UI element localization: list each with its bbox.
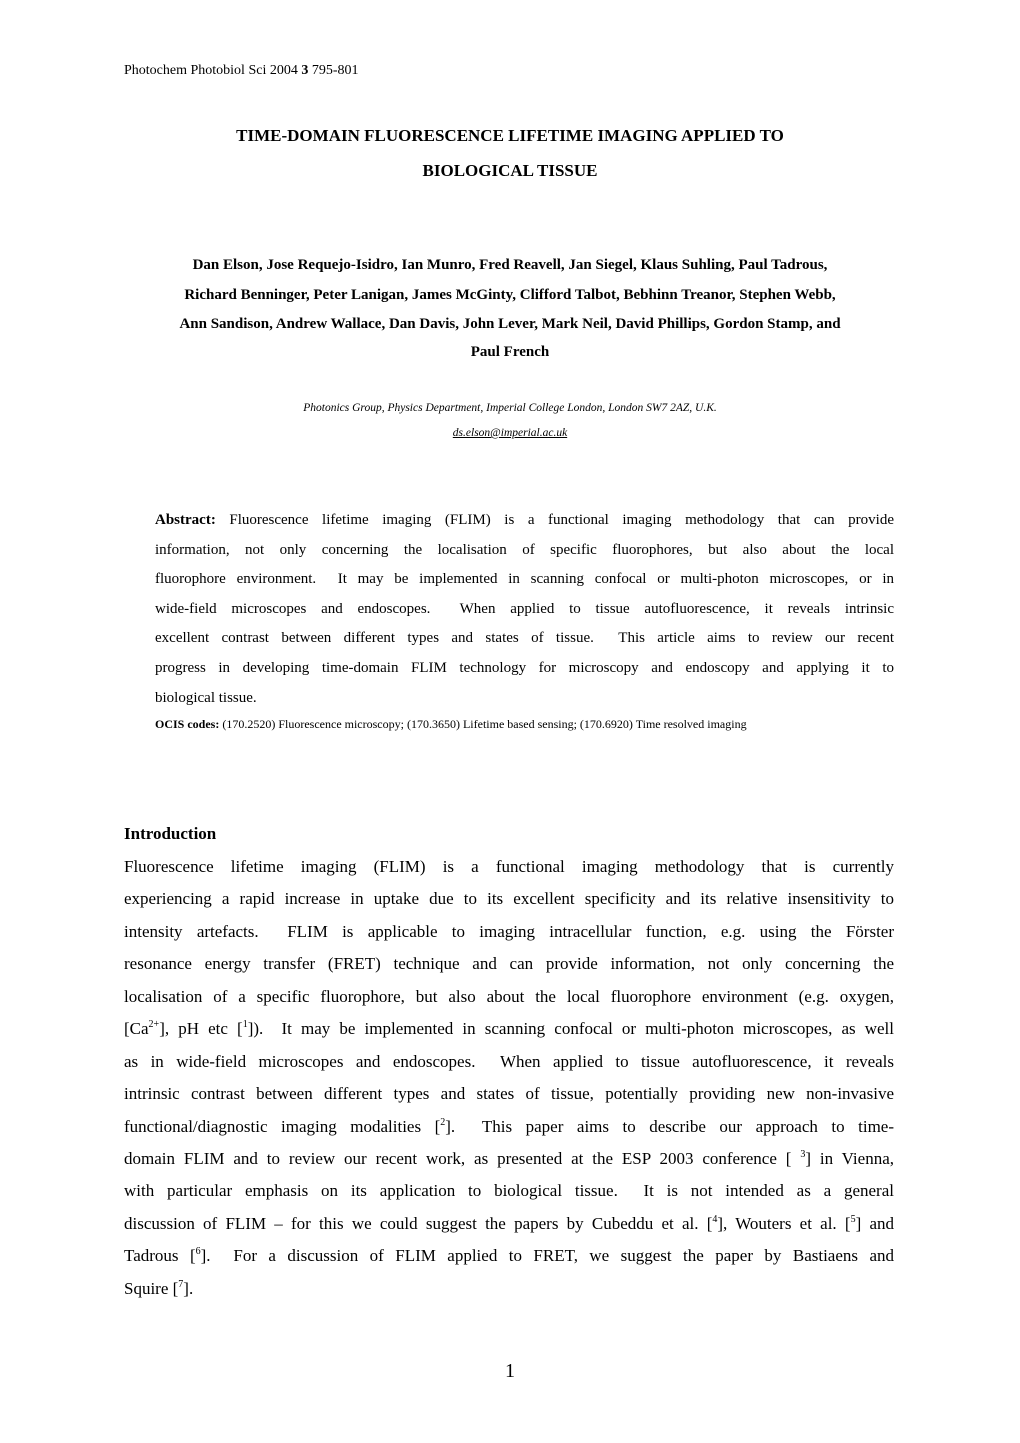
reference-superscript: 4 (712, 1213, 718, 1225)
body-line (124, 1179, 894, 1211)
body-text: ] in Vienna, (805, 1148, 894, 1168)
ocis-label: OCIS codes: (155, 717, 220, 731)
page-number: 1 (505, 1360, 515, 1382)
body-text: localisation of a specific fluorophore, but also about the local fluorophore environment (e.g. oxygen, (124, 986, 894, 1006)
body-text: [Ca (124, 1019, 149, 1039)
abstract-line (155, 539, 894, 569)
body-line (124, 855, 894, 887)
title-line-2: BIOLOGICAL TISSUE (422, 161, 598, 180)
abstract-line (155, 568, 894, 598)
abstract-line (155, 598, 894, 628)
author-line: Paul French (470, 344, 550, 360)
body-line (124, 1115, 894, 1147)
body-text: experiencing a rapid increase in uptake due to its excellent specificity and its relative insensitivity to (124, 889, 894, 909)
affiliation: Photonics Group, Physics Department, Imperial College London, London SW7 2AZ, U.K. (303, 402, 717, 414)
body-text: domain FLIM and to review our recent work, as presented at the ESP 2003 conference [ (124, 1148, 801, 1168)
abstract-text: fluorophore environment. It may be implemented in scanning confocal or multi-photon microscopes, or in (155, 571, 894, 588)
body-text: discussion of FLIM – for this we could suggest the papers by Cubeddu et al. [ (124, 1213, 713, 1233)
body-line (124, 952, 894, 984)
body-line (124, 1277, 894, 1309)
author-line: Dan Elson, Jose Requejo-Isidro, Ian Munro, Fred Reavell, Jan Siegel, Klaus Suhling, Paul Tadrous, (192, 257, 828, 273)
reference-superscript: 7 (178, 1278, 184, 1290)
abstract-line (155, 657, 894, 687)
abstract-text: excellent contrast between different types and states of tissue. This article aims to review our recent (155, 630, 894, 647)
abstract-line (155, 687, 894, 717)
abstract-text: wide-field microscopes and endoscopes. When applied to tissue autofluorescence, it reveals intrinsic (155, 600, 894, 617)
body-text: ]. This paper aims to describe our approach to time- (445, 1116, 895, 1136)
reference-superscript: 1 (242, 1019, 248, 1031)
body-text: ] and (855, 1213, 894, 1233)
abstract-text: biological tissue. (155, 689, 257, 706)
body-text: intrinsic contrast between different types and states of tissue, potentially providing new non-invasive (124, 1084, 894, 1104)
body-text: ]. For a discussion of FLIM applied to FRET, we suggest the paper by Bastiaens and (200, 1246, 894, 1266)
abstract-text: information, not only concerning the localisation of specific fluorophores, but also about the local (155, 541, 894, 558)
body-text: intensity artefacts. FLIM is applicable to imaging intracellular function, e.g. using the Förster (124, 921, 894, 941)
body-text: Fluorescence lifetime imaging (FLIM) is a functional imaging methodology that is currently (124, 857, 894, 876)
body-text: ], Wouters et al. [ (717, 1213, 851, 1233)
volume-number: 3 (301, 63, 309, 78)
abstract-text: progress in developing time-domain FLIM technology for microscopy and endoscopy and applying it to (155, 659, 894, 676)
body-text: Tadrous [ (124, 1246, 196, 1266)
ocis-text: (170.2520) Fluorescence microscopy; (170.3650) Lifetime based sensing; (170.6920) Time resolved imaging (219, 717, 747, 731)
body-text: ]. (183, 1278, 194, 1298)
reference-superscript: 3 (800, 1148, 806, 1160)
reference-superscript: 6 (195, 1246, 201, 1258)
body-text: ]). It may be implemented in scanning confocal or multi-photon microscopes, as well (247, 1019, 894, 1039)
body-line (124, 1244, 894, 1276)
body-text: as in wide-field microscopes and endoscopes. When applied to tissue autofluorescence, it reveals (124, 1051, 894, 1071)
reference-superscript: 2 (440, 1116, 446, 1128)
running-head (124, 63, 359, 79)
body-line (124, 1017, 894, 1049)
body-text: with particular emphasis on its application to biological tissue. It is not intended as a general (124, 1181, 894, 1201)
abstract-line (155, 627, 894, 657)
author-line: Richard Benninger, Peter Lanigan, James McGinty, Clifford Talbot, Bebhinn Treanor, Stephen Webb, (184, 287, 836, 303)
body-line (124, 920, 894, 952)
body-line (124, 1050, 894, 1082)
body-text: resonance energy transfer (FRET) technique and can provide information, not only concerning the (124, 954, 894, 974)
reference-superscript: 2+ (148, 1019, 160, 1031)
abstract-text: Fluorescence lifetime imaging (FLIM) is a functional imaging methodology that can provide (215, 512, 894, 528)
email-link[interactable]: ds.elson@imperial.ac.uk (452, 427, 568, 439)
section-heading-introduction: Introduction (124, 824, 217, 843)
body-line (124, 887, 894, 919)
body-text: functional/diagnostic imaging modalities [ (124, 1116, 441, 1136)
body-line (124, 985, 894, 1017)
page-range: 795-801 (308, 63, 359, 78)
author-line: Ann Sandison, Andrew Wallace, Dan Davis, John Lever, Mark Neil, David Phillips, Gordon Stamp, and (179, 316, 841, 332)
body-line (124, 1082, 894, 1114)
ocis-codes (155, 717, 747, 732)
body-text: ], pH etc [ (159, 1019, 243, 1039)
abstract-label: Abstract: (155, 512, 216, 528)
email-line (0, 427, 1020, 439)
abstract-line (155, 509, 894, 539)
body-line (124, 1147, 894, 1179)
abstract (155, 509, 894, 716)
body-line (124, 1212, 894, 1244)
journal-citation: Photochem Photobiol Sci 2004 (124, 63, 302, 78)
introduction-body (124, 855, 894, 1309)
title-line-1: TIME-DOMAIN FLUORESCENCE LIFETIME IMAGING APPLIED TO (236, 126, 784, 145)
body-text: Squire [ (124, 1278, 179, 1298)
reference-superscript: 5 (850, 1213, 856, 1225)
